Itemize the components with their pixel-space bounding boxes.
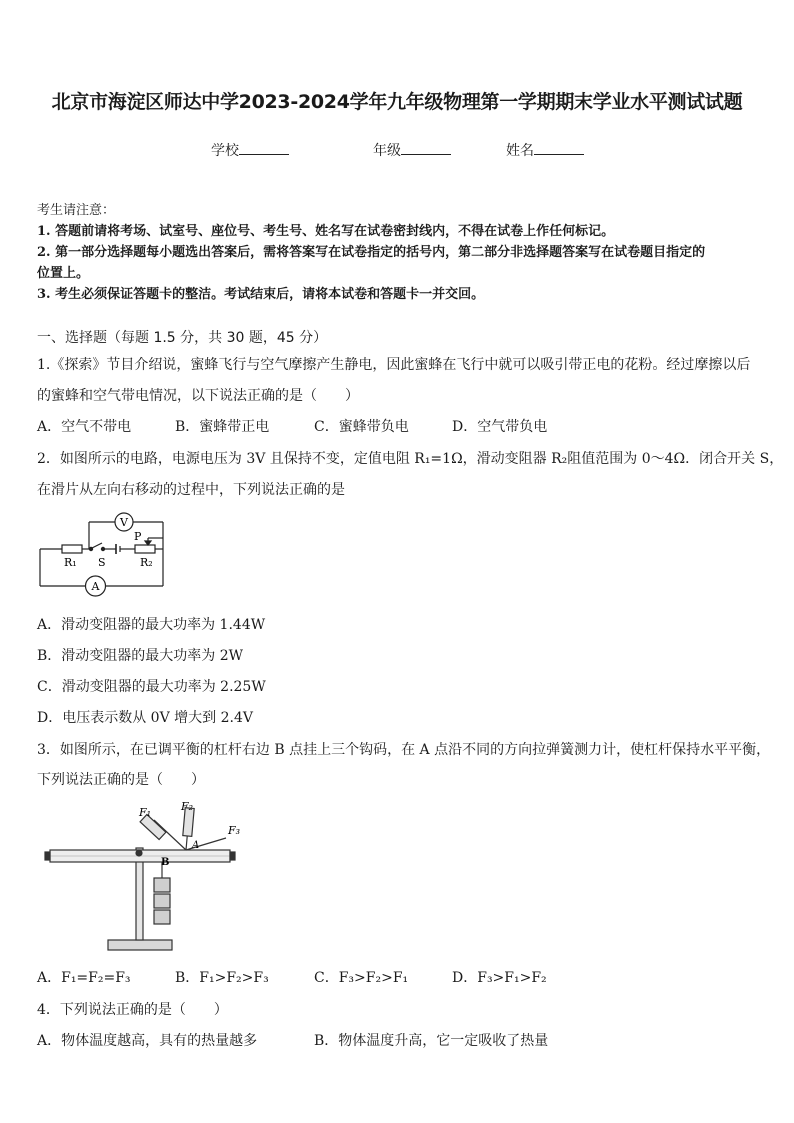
stand-base (108, 940, 172, 950)
grade-label: 年级 (373, 143, 401, 159)
q2-text: 在滑片从左向右移动的过程中，下列说法正确的是 (37, 482, 345, 498)
section-heading: 一、选择题（每题 1.5 分，共 30 题，45 分） (37, 330, 328, 346)
school-blank (239, 142, 289, 155)
q1-text: 1.《探索》节目介绍说，蜜蜂飞行与空气摩擦产生静电，因此蜜蜂在飞行中就可以吸引带正电的花粉。经过摩擦以后 (37, 357, 751, 373)
slider-label: P (134, 530, 142, 543)
q3-option-d: D．F₃>F₁>F₂ (452, 970, 547, 986)
q3-option-a: A．F₁=F₂=F₃ (37, 970, 131, 986)
hook-weight (154, 878, 170, 892)
q2-option-a: A．滑动变阻器的最大功率为 1.44W (37, 617, 266, 633)
hook-weight (154, 894, 170, 908)
q3-text: 下列说法正确的是（ ） (37, 772, 205, 788)
f3-label: F₃ (228, 824, 241, 837)
name-blank (534, 142, 584, 155)
q3-option-c: C．F₃>F₂>F₁ (314, 970, 409, 986)
notice-item: 位置上。 (37, 266, 90, 281)
voltmeter-label: V (120, 516, 128, 529)
q3-option-b: B．F₁>F₂>F₃ (175, 970, 269, 986)
notice-heading: 考生请注意： (37, 203, 116, 218)
ammeter-label: A (91, 580, 100, 593)
q4-text: 4．下列说法正确的是（ ） (37, 1002, 228, 1018)
notice-item: 3. 考生必须保证答题卡的整洁。考试结束后，请将本试卷和答题卡一并交回。 (37, 287, 485, 302)
q2-option-c: C．滑动变阻器的最大功率为 2.25W (37, 679, 266, 695)
name-field (506, 140, 584, 160)
grade-blank (401, 142, 451, 155)
lever-diagram (44, 798, 242, 956)
q2-option-d: D．电压表示数从 0V 增大到 2.4V (37, 710, 253, 726)
school-label: 学校 (211, 143, 239, 159)
point-b-label: B (161, 857, 170, 868)
q2-option-b: B．滑动变阻器的最大功率为 2W (37, 648, 244, 664)
point-a-label: A (192, 840, 200, 851)
school-field (211, 140, 289, 160)
f1-label: F₁ (139, 806, 152, 819)
circuit-diagram (36, 508, 172, 600)
pivot (136, 850, 142, 856)
hook-weight (154, 910, 170, 924)
notice-block (37, 200, 759, 305)
rheostat-r2 (135, 545, 155, 553)
r2-label: R₂ (140, 556, 153, 569)
resistor-r1 (62, 545, 82, 553)
q1-option-d: D．空气带负电 (452, 419, 548, 435)
r1-label: R₁ (64, 556, 77, 569)
q2-text: 2．如图所示的电路，电源电压为 3V 且保持不变，定值电阻 R₁=1Ω，滑动变阻器 R₂阻值范围为 0～4Ω．闭合开关 S， (37, 451, 784, 467)
page-title: 北京市海淀区师达中学2023-2024学年九年级物理第一学期期末学业水平测试试题 (51, 91, 743, 113)
q1-option-b: B．蜜蜂带正电 (175, 419, 270, 435)
q1-option-a: A．空气不带电 (37, 419, 132, 435)
q4-option-b: B．物体温度升高，它一定吸收了热量 (314, 1033, 549, 1049)
notice-item: 1. 答题前请将考场、试室号、座位号、考生号、姓名写在试卷密封线内，不得在试卷上作任何标记。 (37, 224, 615, 239)
switch-label: S (98, 556, 106, 569)
grade-field (373, 140, 451, 160)
q3-text: 3．如图所示，在已调平衡的杠杆右边 B 点挂上三个钩码，在 A 点沿不同的方向拉弹簧测力计，使杠杆保持水平平衡， (37, 742, 771, 758)
q1-text: 的蜜蜂和空气带电情况，以下说法正确的是（ ） (37, 388, 359, 404)
q4-option-a: A．物体温度越高，具有的热量越多 (37, 1033, 258, 1049)
f2-label: F₂ (181, 800, 194, 813)
q1-option-c: C．蜜蜂带负电 (314, 419, 409, 435)
switch-s (92, 543, 102, 548)
notice-item: 2. 第一部分选择题每小题选出答案后，需将答案写在试卷指定的括号内，第二部分非选择题答案写在试卷题目指定的 (37, 245, 706, 260)
name-label: 姓名 (506, 143, 534, 159)
